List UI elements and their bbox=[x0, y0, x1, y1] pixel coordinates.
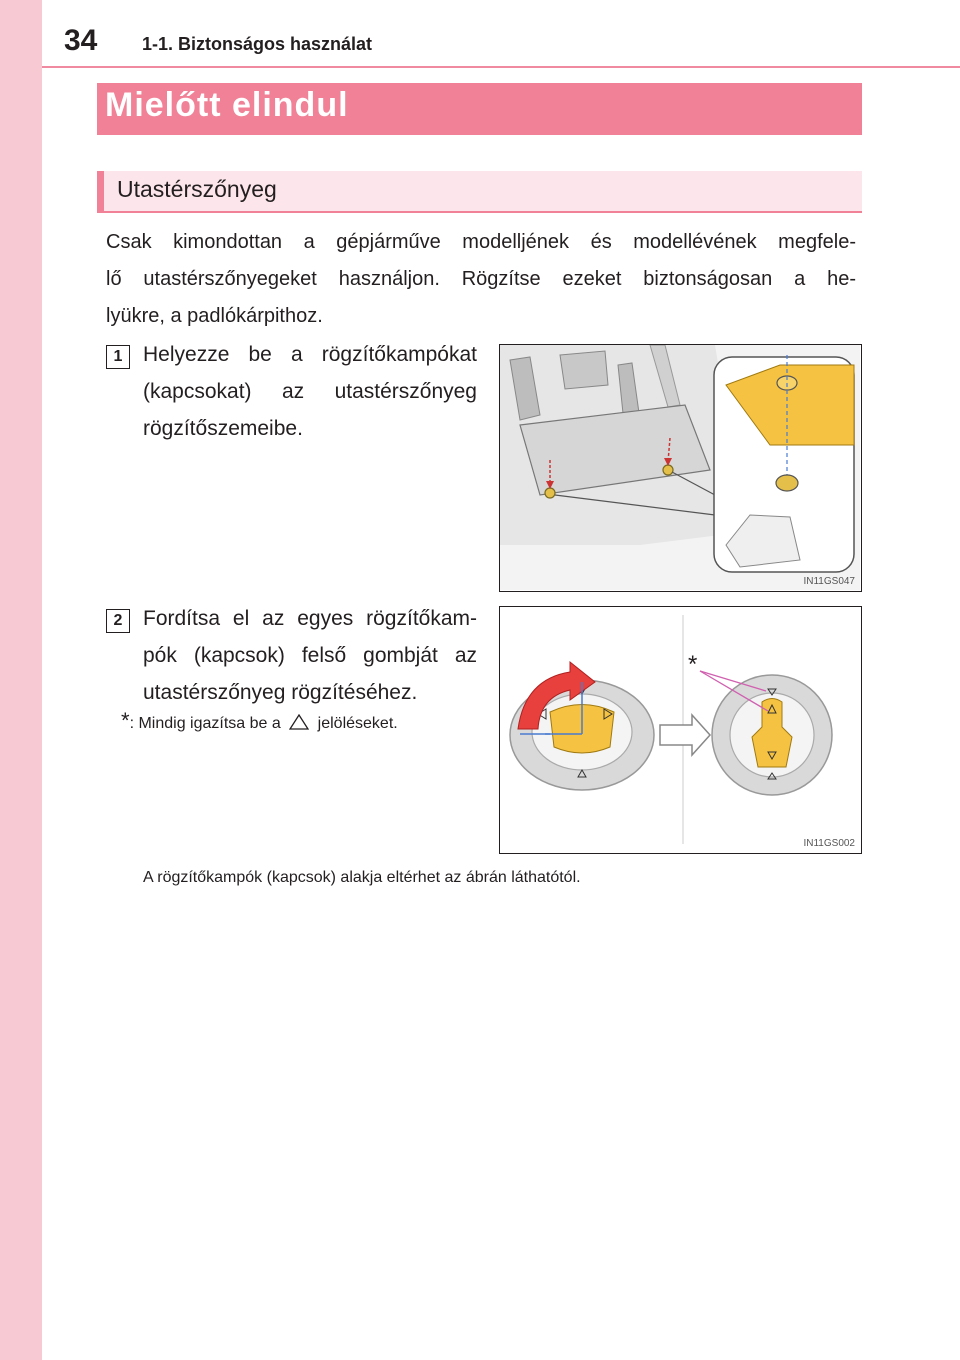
floor-mat-svg bbox=[500, 345, 860, 590]
floor-mat-hooks-illustration bbox=[499, 344, 862, 592]
triangle-mark-icon bbox=[289, 714, 309, 730]
hook-rotation-svg bbox=[500, 607, 860, 852]
step-1-line: Helyezze be a rögzítőkampókat bbox=[143, 343, 477, 366]
step-2-line: utastérszőnyeg rögzítéséhez. bbox=[143, 681, 418, 704]
step-number-1: 1 bbox=[106, 345, 130, 369]
intro-paragraph bbox=[106, 224, 856, 335]
note-text-before: : Mindig igazítsa be a bbox=[129, 715, 281, 732]
header-rule bbox=[42, 66, 960, 68]
figure-1-code: IN11GS047 bbox=[803, 576, 855, 587]
step-1-line: rögzítőszemeibe. bbox=[143, 417, 303, 440]
running-head: 1-1. Biztonságos használat bbox=[142, 34, 373, 54]
intro-line: lő utastérszőnyegeket használjon. Rögzítse ezeket biztonságosan a he- bbox=[106, 268, 856, 290]
note-text-after: jelöléseket. bbox=[317, 715, 398, 732]
figure-2-marker: * bbox=[688, 651, 698, 678]
hook-rotation-illustration bbox=[499, 606, 862, 854]
figure-2-code: IN11GS002 bbox=[803, 838, 855, 849]
alignment-note bbox=[121, 708, 398, 740]
note-marker: * bbox=[121, 708, 130, 733]
step-1-text bbox=[143, 336, 477, 447]
step-number-2: 2 bbox=[106, 609, 130, 633]
intro-line: lyükre, a padlókárpithoz. bbox=[106, 305, 323, 327]
step-2-text bbox=[143, 600, 477, 711]
subsection-title: Utastérszőnyeg bbox=[117, 176, 277, 202]
step-2-line: Fordítsa el az egyes rögzítőkam- bbox=[143, 607, 477, 630]
intro-line: Csak kimondottan a gépjárműve modelljének és modellévének megfele- bbox=[106, 231, 856, 253]
step-1-line: (kapcsokat) az utastérszőnyeg bbox=[143, 380, 477, 403]
page-number: 34 bbox=[64, 24, 98, 57]
step-2-line: pók (kapcsok) felső gombját az bbox=[143, 644, 477, 667]
bottom-note: A rögzítőkampók (kapcsok) alakja eltérhet az ábrán láthatótól. bbox=[143, 869, 581, 886]
section-title: Mielőtt elindul bbox=[105, 86, 349, 124]
side-band bbox=[0, 0, 42, 1360]
